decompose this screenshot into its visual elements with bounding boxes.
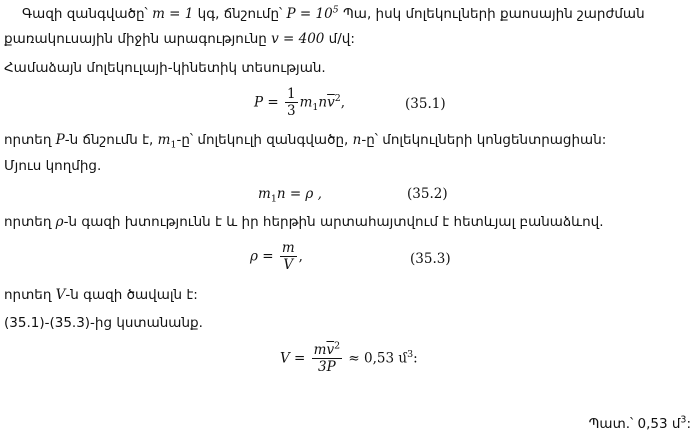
eq-approx-value: ≈ 0,53 մ bbox=[348, 350, 408, 367]
eq-lhs: V = bbox=[280, 350, 306, 367]
eq-lhs: ρ = bbox=[250, 248, 274, 265]
equation-label-35-2: (35.2) bbox=[407, 186, 448, 202]
fraction bbox=[312, 342, 342, 375]
text-fragment: կգ, ճնշումը՝ bbox=[197, 6, 287, 22]
equation-result bbox=[280, 342, 418, 375]
equation-35-2 bbox=[258, 186, 322, 205]
text-line-1 bbox=[22, 6, 645, 22]
fraction-numerator: m bbox=[281, 240, 295, 256]
eq-concentration: n bbox=[318, 94, 328, 111]
text-fragment: որտեղ bbox=[4, 132, 56, 148]
fraction bbox=[285, 86, 298, 119]
eq-comma: , bbox=[340, 94, 346, 111]
eq-mass: m bbox=[299, 94, 313, 111]
answer-exponent: 3 bbox=[680, 414, 687, 426]
fraction-denominator: V bbox=[283, 257, 294, 273]
text-line-6 bbox=[4, 214, 604, 230]
text-line-8: (35.1)-(35.3)-ից կստանանք. bbox=[4, 315, 203, 331]
math-m: m bbox=[157, 132, 171, 148]
math-exponent: 5 bbox=[332, 4, 339, 16]
math-rho: ρ bbox=[55, 214, 64, 230]
math-subscript: 1 bbox=[170, 139, 177, 151]
fraction-denominator: 3P bbox=[318, 359, 336, 375]
text-fragment: որտեղ bbox=[4, 287, 56, 303]
math-n: n bbox=[352, 132, 362, 148]
math-velocity: v = 400 bbox=[271, 31, 325, 47]
fraction-numerator bbox=[312, 342, 342, 359]
text-fragment: մ/վ: bbox=[324, 31, 355, 47]
text-fragment: Գազի զանգվածը՝ bbox=[22, 6, 153, 22]
text-line-2 bbox=[4, 31, 355, 47]
eq-mass: m bbox=[258, 186, 271, 202]
text-line-5: Մյուս կողմից. bbox=[4, 158, 102, 174]
text-fragment: -ն գազի խտությունն է և իր հերթին արտահայտվում է հետևյալ բանաձևով. bbox=[63, 214, 604, 230]
equation-35-1 bbox=[254, 86, 345, 119]
text-fragment: -ը՝ մոլեկուլի զանգվածը, bbox=[176, 132, 353, 148]
text-fragment: որտեղ bbox=[4, 214, 56, 230]
eq-exponent: 3 bbox=[407, 349, 414, 360]
eq-subscript: 1 bbox=[270, 193, 277, 205]
num-exponent: 2 bbox=[334, 340, 341, 352]
text-fragment: Պա, իսկ մոլեկուլների քաոսային շարժման bbox=[342, 6, 645, 22]
fraction-denominator: 3 bbox=[286, 103, 296, 119]
eq-subscript: 1 bbox=[312, 102, 319, 114]
num-mean-velocity: $\overline{v}$ bbox=[326, 342, 335, 358]
equation-label-35-3: (35.3) bbox=[410, 251, 451, 267]
eq-mean-velocity: $\overline{v}$ bbox=[327, 94, 335, 111]
math-pressure bbox=[287, 6, 339, 22]
eq-exponent: 2 bbox=[334, 93, 341, 104]
text-line-3: Համաձայն մոլեկուլայի-կինետիկ տեսության. bbox=[4, 60, 326, 76]
eq-colon: : bbox=[413, 350, 418, 367]
equation-label-35-1: (35.1) bbox=[405, 96, 446, 112]
fraction-numerator: 1 bbox=[286, 86, 296, 102]
text-line-7 bbox=[4, 287, 198, 303]
text-fragment: քառակուսային միջին արագությունը bbox=[4, 31, 272, 47]
text-fragment: -ը՝ մոլեկուլների կոնցենտրացիան: bbox=[361, 132, 607, 148]
equation-35-3 bbox=[250, 240, 303, 273]
eq-comma: , bbox=[298, 248, 303, 265]
eq-rhs: n = ρ , bbox=[276, 186, 322, 202]
math-mass: m = 1 bbox=[152, 6, 194, 22]
math-p: P bbox=[55, 132, 65, 148]
answer-text: Պատ.՝ 0,53 մ bbox=[588, 416, 681, 432]
text-line-4 bbox=[4, 132, 607, 151]
eq-lhs: P = bbox=[254, 94, 279, 111]
fraction bbox=[280, 240, 297, 273]
text-fragment: -ն գազի ծավալն է: bbox=[65, 287, 198, 303]
answer-line bbox=[589, 416, 691, 432]
math-volume: V bbox=[55, 287, 66, 303]
text-fragment: -ն ճնշումն է, bbox=[64, 132, 158, 148]
num-mass: m bbox=[313, 342, 327, 358]
math-pressure-base: P = 10 bbox=[286, 6, 333, 22]
answer-colon: : bbox=[686, 416, 691, 432]
